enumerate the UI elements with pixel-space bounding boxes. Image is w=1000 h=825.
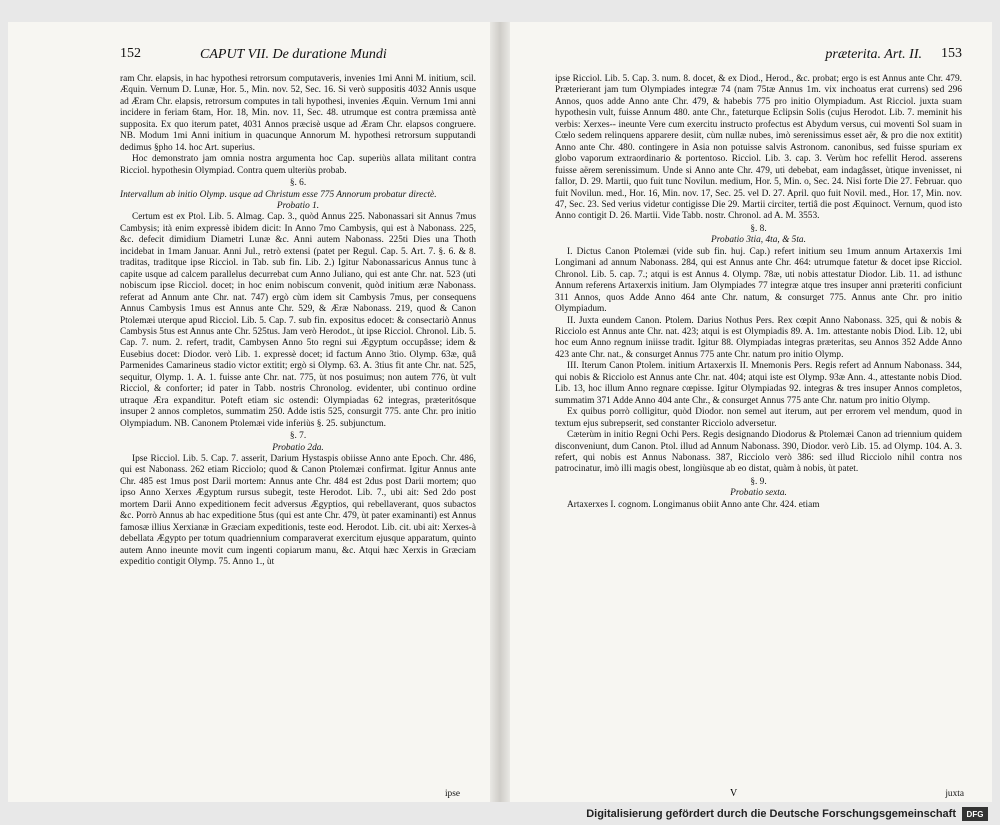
- right-page-body: [555, 74, 962, 511]
- probatio-3-text-ii: II. Juxta eundem Canon. Ptolem. Darius Nothus Pers. Rex cœpit Anno Nabonass. 325, qui & nobis & Ricciolo est Annus ante Chr. nat. 423; atqui is est Olympiadis 89. A. 1m. attestante nobis Diod. Lib. 12, ubi hoc eum Anno regnum iniisse tradit. Igitur 88. Olympiadas integras præteritas, seu Annos 352 Adde Anno 423 ante Chr. nat., & consurget Annus 775 ante Chr. natum pro initio Olymp.: [555, 315, 962, 360]
- probatio-3-conclusion: Ex quibus porrò colligitur, quòd Diodor. non semel aut iterum, aut per errorem vel mendum, quod in textum ejus subrepserit, sed constanter Ricciolo adversetur.: [555, 407, 962, 429]
- section-heading-8: §. 8.: [750, 223, 767, 234]
- probatio-2-heading: Probatio 2da.: [272, 442, 324, 453]
- left-paragraph-2: Hoc demonstrato jam omnia nostra argumenta hoc Cap. superiùs allata militant contra Ricciol. hypothesin Olympiad. Contra quem ulteriùs probab.: [120, 154, 476, 176]
- section-heading-6: §. 6.: [289, 178, 307, 189]
- probatio-3-text-i: I. Dictus Canon Ptolemæi (vide sub fin. huj. Cap.) refert initium seu 1mum annum Artaxerxis 1mi Longimani ad annum Nabonass. 284, qui est Annus ante Chr. 464: utrumque fatetur & docet ipse Ricciol. Chronol. Lib. 5. cap. 7.; atqui is est Annus 4. Olymp. 78æ, uti nobis attestatur Diodor. Lib. 11. ad isthunc Annum referens Artaxerxis initium. Jam Olympiades 77 integræ atque tres insuper anni præteriti conficiunt 311 Annos, quos Adde Anno 464 ante Chr. natum, & consurget 775. Annus ante Chr. pro initio Olympiadum.: [555, 246, 962, 315]
- footer-credit-text: Digitalisierung gefördert durch die Deutsche Forschungsgemeinschaft: [586, 808, 956, 820]
- left-catchword: ipse: [444, 789, 460, 799]
- probatio-3-note: Cæterùm in initio Regni Ochi Pers. Regis designando Diodorus & Ptolemæi Canon ad triennium quidem disconveniunt, dum Canon. Ptol. illud ad Annum Nabonass. 390, Diodor. verò Lib. 15. ad Olymp. 104. A. 3. refert, qui nobis est Annus Nabonass. 387, Ricciolo verò 386: sed illud Ricciolo nihil contra nos patrocinatur, imò illi magis obest, longiùsque ab eo distat, quàm à nobis, ùt patet.: [555, 430, 962, 475]
- dfg-logo-icon: DFG: [962, 807, 988, 821]
- probatio-6-text: Artaxerxes I. cognom. Longimanus obiit Anno ante Chr. 424. etiam: [567, 499, 820, 510]
- section-heading-7: §. 7.: [289, 431, 307, 442]
- right-running-head: [510, 46, 992, 68]
- probatio-3-heading: Probatio 3tia, 4ta, & 5ta.: [711, 235, 806, 246]
- probatio-2-text: Ipse Ricciol. Lib. 5. Cap. 7. asserit, Darium Hystaspis obiisse Anno ante Epoch. Chr. 486, qui est Nabonass. 262 etiam Ricciolo; quod & Canon Ptolemæi confirmat. Igitur Annus ante Chr. 485 est 1mus post Darii mortem: Annus ante Chr. 484 est 2dus post Darii mortem; quo ipso Anno Xerxes Ægyptum rursus subegit, teste Herodot. Lib. 7., ubi ait: Sed 2do post mortem Darii Anno expeditionem fecit adversus Ægyptios, qui rebellaverant, quos subactos &c. Porrò Annus ab hac expeditione 5tus (qui est ante Chr. 479, ùt pater examinanti) est Annus famosæ illius Xerxianæ in Græciam expeditionis, teste eod. Herodot. Lib. cit. ubi ait: Xerxes-à debellata Ægypto per totum quadriennium comparaverat exercitum ejusque apparatum, quinto autem Anno ineunte movit cum ingenti copiarum manu, &c. Atqui hæc Xerxis in Græciam expeditio contigit Olymp. 75. Anno 1., ùt: [120, 453, 476, 568]
- book-gutter: [490, 22, 510, 802]
- right-running-title: præterita. Art. II.: [825, 47, 922, 62]
- probatio-1-heading: Probatio 1.: [276, 200, 320, 211]
- left-paragraph-1: ram Chr. elapsis, in hac hypothesi retrorsum computaveris, invenies 1mi Anni M. initium, scil. Æquin. Vernum D. Lunæ, Hor. 5., Min. nov. 52, Sec. 16. Si verò suppositis 4032 Annis usque ad Æram Chr. elapsis, retrorsum computes in tali hypothesi, invenies Æquin. Vernum 1mi anni incidere in feriam 6tam, Hor. 18, Min. nov. 11, Sec. 48. utrumque est contra præmissa antè supposita. Ex quo iterum patet, 4031 Annos præcisè usque ad Æram Chr. elapsos congruere. NB. Modum 1mi Anni initium in quacunque Annorum M. hypothesi retrorsum supputandi dedimus §pho 14. hoc Art. superius.: [120, 74, 476, 153]
- section-heading-9: §. 9.: [750, 476, 767, 487]
- right-page-number: 153: [941, 46, 962, 61]
- probatio-1-text: Certum est ex Ptol. Lib. 5. Almag. Cap. 3., quòd Annus 225. Nabonassari sit Annus 7mus Cambysis; ità enim expressè ibidem dicit: In Anno 7mo Cambysis, qui est à Nabonass. 225, &c. defecit dimidium Diametri Lunæ &c. Anni autem Nabonass. 225ti Dies una Thoth incidebat in 1mam Januar. Anni Jul., retrò extensi (patet per Regul. Cap. 5. Art. 7. §. 6. & 8. traditas, traditque ipse Ricciol. in Tab. sub fin. Lib. 2.) Igitur Nabonassaricus Annus tunc à capite usque ad calcem parallelus decurrebat cum Anno Juliano, qui est ante Chr. nat. 523 (uti nobiscum ipse Ricciol. docet; in hoc enim nobiscum convenit, quòd initium æræ Nabonass. referat ad Annum ante Chr. nat. 747) ergò cùm idem sit Cambysis 7mus, per consequens Annus Cambysis 1mus est Annus ante Chr. 529, & Æræ Nabonass. 219, quod & Canon Ptolemæi uterque apud Ricciol. Lib. 5. Cap. 7. sub fin. expositus edocet: & consectariò Annus Cambysis 5tus est Annus ante Chr. 525tus. Jam verò Herodot., ùt ipse Ricciol. Chronol. Lib. 5. Cap. 7. num. 2. refert, tradit, Cambysen Anno 5to regni sui Ægyptum occupâsse; idem & Eusebius docet: Diodor. verò Lib. 1. expressè docet; id factum Anno 3tio. Olymp. 63æ, quâ Parmenides Camarineus stadio victor extitit; ergò si Olymp. 63. A. 3tius fit ante Chr. nat. 525, sequitur, Olymp. 1. A. 1. fuisse ante Chr. nat. 775, ùt nos posuimus; non autem 776, ùt vult Ricciol, & conforter; id pater in Tabb. nostris Chronolog. evidenter, ubi continuo ordine utraque Æra expanditur. Poteft etiam sic ostendi: Olympiadas 62 integras, præteritósque insuper 2 annos completos, summatim 250. Adde istis 525, consurgit 775. ante Chr. pro initio Olympiadum. NB. Canonem Ptolemæi vide inferiùs §. 25. subjunctum.: [120, 212, 476, 429]
- right-page: [510, 22, 992, 802]
- left-page: [8, 22, 490, 802]
- left-page-body: [120, 74, 476, 568]
- signature-mark: V: [730, 788, 738, 799]
- left-page-number: 152: [120, 46, 141, 61]
- probatio-3-text-iii: III. Iterum Canon Ptolem. initium Artaxerxis II. Mnemonis Pers. Regis refert ad Annum Nabonass. 344, qui nobis & Ricciolo est Annus ante Chr. nat. 404; atqui iste est Olymp. 93æ Ann. 4., attestante nobis Diod. Lib. 13, hoc illum Anno regnare cœpisse. Igitur Olympiadas 92. integras & tres insuper Annos completos, summatim 371 Adde Anno 404 ante Chr., & consurget Annus 775 ante Chr. natum pro initio Olymp.: [555, 361, 962, 406]
- section-6-title: Intervallum ab initio Olymp. usque ad Christum esse 775 Annorum probatur directè.: [120, 189, 437, 200]
- right-catchword: juxta: [945, 789, 964, 799]
- digitization-footer: [0, 803, 1000, 825]
- left-running-head: [8, 46, 490, 68]
- right-paragraph-1: ipse Ricciol. Lib. 5. Cap. 3. num. 8. docet, & ex Diod., Herod., &c. probat; ergo is est Annus ante Chr. 479. Præterierant jam tum Olympiades integræ 74 (nam 75tæ Annus 1m. vix inchoatus erat currens) sed 296 Annos, quos adde Anno ante Chr. 479, & habebis 775 pro initio Olympiadum. Ast Ricciol. juxta suam hypothesin vult, fuisse Annum 480. ante Chr., fateturque Eclipsin Solis (cujus Herodot. Lib. 7. meminit his verbis: Xerxes-- ineunte Vere cum exercitu instructo profectus est Abydum versus, cui moventi Sol suam in Cœlo sedem relinquens apparere desiit, cùm nullæ nubes, imò serenissimus esset aër, & pro die nox extitit) Anno ante Chr. 480. contingere in Asia non potuisse salvis Astronom. canonibus, sed fuisse spuriam ex globo vaporum extraordinario & portentoso. Ricciol. Lib. 3. cap. 3. Verùm hoc refellit Herod. asserens fuisse aërem serenissimum. Unde si Anno ante Chr. 479, uti debebat, eam indagâsset, ùtique invenisset, ni fallor, D. 29. Martii, quo fuit tunc Novilun. medium, Hor. 5, Min. o, Sec. 24. Nisi forte Die 27. Februar. quo fuit Novilun. med., Hor. 16, Min. nov. 17, Sec. 25. vel D. 27. April. quo fuit Novil. med., Hor. 17, Min. nov. 47, Sec. 23. Sed verius videtur contigisse Die 29. Martii circiter, tertiâ die post Æquinoct. Vernum, quod isto Anno contigit D. 26. Martii. Vide Tabb. nostr. Chronol. ad A. M. 3553.: [555, 74, 962, 222]
- probatio-6-heading: Probatio sexta.: [730, 488, 787, 499]
- left-running-title: CAPUT VII. De duratione Mundi: [200, 47, 387, 62]
